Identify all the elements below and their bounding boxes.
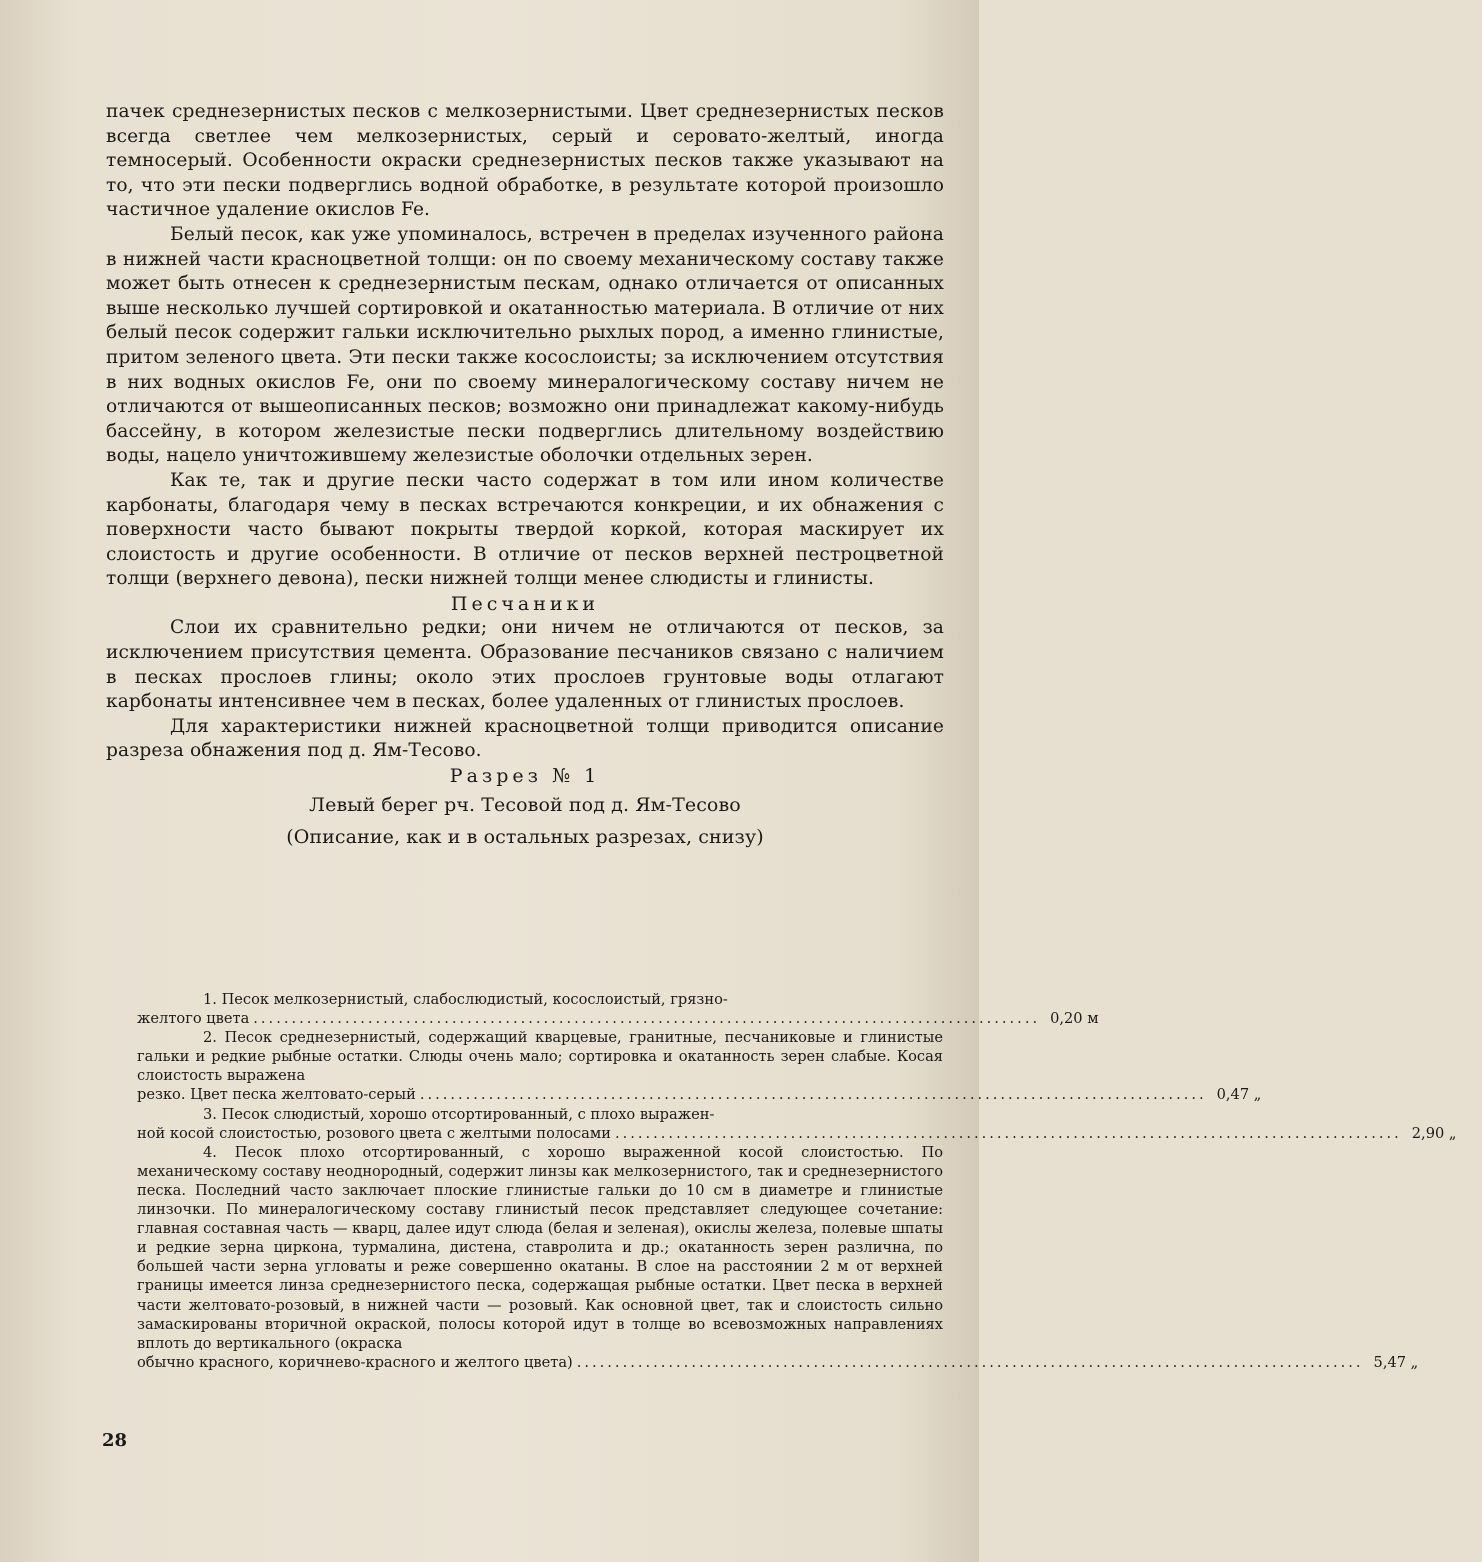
paragraph-continued: пачек среднезернистых песков с мелкозернистыми. Цвет среднезернистых песков всегда светлее чем мелкозернистых, серый и серовато-желтый, иногда темносерый. Особенности окраски среднезернистых песков также указывают на то, что эти пески подверглись водной обработке, в результате которой произошло частичное удаление окислов Fe. — [106, 101, 944, 221]
section-title-sandstones: Песчаники — [450, 592, 600, 615]
layer-entry-1 — [137, 990, 1099, 1028]
layer-thickness: 2,90 „ — [1411, 1124, 1457, 1142]
layer-description-end: резко. Цвет песка желтовато-серый — [137, 1086, 416, 1104]
layer-thickness: 0,47 „ — [1216, 1086, 1262, 1104]
dot-leader: ....................................................................................................... — [614, 1124, 1402, 1142]
layer-entry-2 — [137, 1028, 1262, 1104]
layer-description: 1. Песок мелкозернистый, слабослюдистый, косослоистый, грязно- — [203, 991, 728, 1008]
layer-thickness: 0,20 м — [1050, 1010, 1099, 1028]
layer-description-end: желтого цвета — [137, 1010, 250, 1028]
layer-description: 3. Песок слюдистый, хорошо отсортированный, с плохо выражен- — [203, 1105, 715, 1123]
layer-description-end: ной косой слоистостью, розового цвета с желтыми полосами — [137, 1124, 611, 1142]
paragraph-white-sand: Белый песок, как уже упоминалось, встречен в пределах изученного района в нижней части красноцветной толщи: он по своему механическому составу также может быть отнесен к среднезернистым пескам, однако отличается от описанных выше несколько лучшей сортировкой и окатанностью материала. В отличие от них белый песок содержит гальки исключительно рыхлых пород, а именно глинистые, притом зеленого цвета. Эти пески также косослоисты; за исключением отсутствия в них водных окислов Fe, они по своему минералогическому составу ничем не отличаются от вышеописанных песков; возможно они принадлежат какому-нибудь бассейну, в котором железистые пески подверглись длительному воздействию воды, нацело уничтожившему железистые оболочки отдельных зерен. — [106, 223, 944, 467]
layer-thickness: 5,47 „ — [1373, 1353, 1419, 1371]
main-text — [106, 100, 944, 853]
page-number: 28 — [102, 1430, 128, 1451]
layer-list — [137, 990, 1457, 1372]
paragraph-carbonates: Как те, так и другие пески часто содержат в том или ином количестве карбонаты, благодаря чему в песках встречаются конкреции, и их обнажения с поверхности часто бывают покрыты твердой коркой, которая маскирует их слоистость и другие особенности. В отличие от песков верхней пестроцветной толщи (верхнего девона), пески нижней толщи менее слюдисты и глинисты. — [106, 469, 944, 590]
dot-leader: ....................................................................................................... — [576, 1353, 1364, 1371]
profile-title: Разрез № 1 — [449, 765, 601, 788]
dot-leader: ....................................................................................................... — [253, 1010, 1041, 1028]
profile-location: Левый берег рч. Тесовой под д. Ям-Тесово — [309, 793, 741, 816]
layer-entry-4 — [137, 1143, 1419, 1372]
profile-note: (Описание, как и в остальных разрезах, снизу) — [286, 825, 764, 848]
paragraph-sandstones: Слои их сравнительно редки; они ничем не отличаются от песков, за исключением присутствия цемента. Образование песчаников связано с наличием в песках прослоев глины; около этих прослоев грунтовые воды отлагают карбонаты интенсивнее чем в песках, более удаленных от глинистых прослоев. — [106, 617, 944, 713]
dot-leader: ....................................................................................................... — [419, 1086, 1207, 1104]
layer-entry-3 — [137, 1105, 1457, 1143]
layer-description-end: обычно красного, коричнево-красного и желтого цвета) — [137, 1353, 573, 1371]
layer-description: 2. Песок среднезернистый, содержащий кварцевые, гранитные, песчаниковые и глинистые гальки и редкие рыбные остатки. Слюды очень мало; сортировка и окатанность зерен слабые. Косая слоистость выражена — [137, 1029, 943, 1085]
paragraph-section-intro: Для характеристики нижней красноцветной толщи приводится описание разреза обнажения под д. Ям-Тесово. — [106, 715, 944, 762]
layer-description: 4. Песок плохо отсортированный, с хорошо выраженной косой слоистостью. По механическому составу неоднородный, содержит линзы как мелкозернистого, так и среднезернистого песка. Последний часто заключает плоские глинистые гальки до 10 см в диаметре и глинистые линзочки. По минералогическому составу глинистый песок представляет следующее сочетание: главная составная часть — кварц, далее идут слюда (белая и зеленая), окислы железа, полевые шпаты и редкие зерна циркона, турмалина, дистена, ставролита и др.; окатанность зерен различна, по большей части зерна угловаты и реже совершенно окатаны. В слое на расстоянии 2 м от верхней границы имеется линза среднезернистого песка, содержащая рыбные остатки. Цвет песка в верхней части желтовато-розовый, в нижней части — розовый. Как основной цвет, так и слоистость сильно замаскированы вторичной окраской, полосы которой идут в толще во всевозможных направлениях вплоть до вертикального (окраска — [137, 1143, 943, 1352]
